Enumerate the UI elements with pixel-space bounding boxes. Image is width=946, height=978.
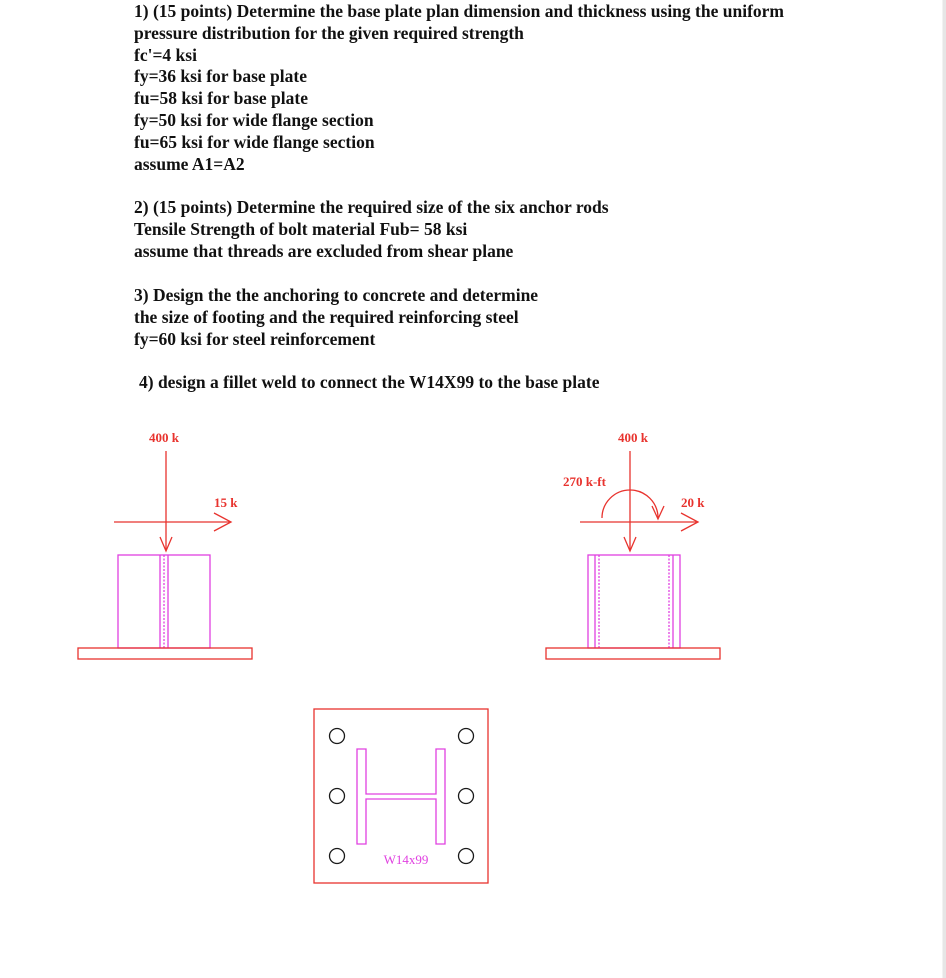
left-axial-load-arrow — [160, 451, 172, 551]
left-wide-flange-column — [118, 555, 210, 648]
right-axial-load-label: 400 k — [618, 430, 648, 445]
q2-line: assume that threads are excluded from shear plane — [134, 240, 514, 261]
q1-line: fc'=4 ksi — [134, 44, 197, 65]
right-shear-load-label: 20 k — [681, 495, 705, 510]
anchor-rod — [459, 729, 474, 744]
w-section-outline — [357, 749, 445, 844]
right-shear-load-arrow — [580, 513, 698, 531]
anchor-rod — [330, 789, 345, 804]
right-base-plate — [546, 648, 720, 659]
right-moment-arrow — [602, 490, 664, 519]
anchor-rod — [330, 729, 345, 744]
q3-line: 3) Design the the anchoring to concrete and determine — [134, 285, 539, 305]
right-moment-label: 270 k-ft — [563, 474, 606, 489]
q1-line: pressure distribution for the given required strength — [134, 22, 524, 43]
anchor-rod — [459, 849, 474, 864]
left-base-plate — [78, 648, 252, 659]
q1-line: fy=36 ksi for base plate — [134, 66, 307, 87]
q1-line: fy=50 ksi for wide flange section — [134, 109, 374, 130]
left-axial-load-label: 400 k — [149, 430, 179, 445]
q1-line: 1) (15 points) Determine the base plate plan dimension and thickness using the uniform — [134, 1, 784, 21]
q1-line: assume A1=A2 — [134, 153, 245, 174]
left-shear-load-label: 15 k — [214, 495, 238, 510]
q1-line: fu=65 ksi for wide flange section — [134, 131, 375, 152]
left-column-diagram — [78, 430, 252, 659]
anchor-rod — [459, 789, 474, 804]
q2-line: Tensile Strength of bolt material Fub= 58 ksi — [134, 218, 468, 239]
q3-line: the size of footing and the required reinforcing steel — [134, 306, 519, 327]
base-plate-plan-view — [314, 709, 488, 883]
left-shear-load-arrow — [114, 513, 231, 531]
right-column-diagram — [546, 430, 720, 659]
anchor-rod — [330, 849, 345, 864]
section-label: W14x99 — [383, 852, 429, 867]
right-axial-load-arrow — [624, 451, 636, 551]
anchor-rods — [330, 729, 474, 864]
q4-line: 4) design a fillet weld to connect the W14X99 to the base plate — [139, 372, 600, 392]
q1-line: fu=58 ksi for base plate — [134, 88, 308, 109]
q2-line: 2) (15 points) Determine the required size of the six anchor rods — [134, 197, 609, 217]
q3-line: fy=60 ksi for steel reinforcement — [134, 328, 376, 349]
right-wide-flange-column — [588, 555, 680, 648]
